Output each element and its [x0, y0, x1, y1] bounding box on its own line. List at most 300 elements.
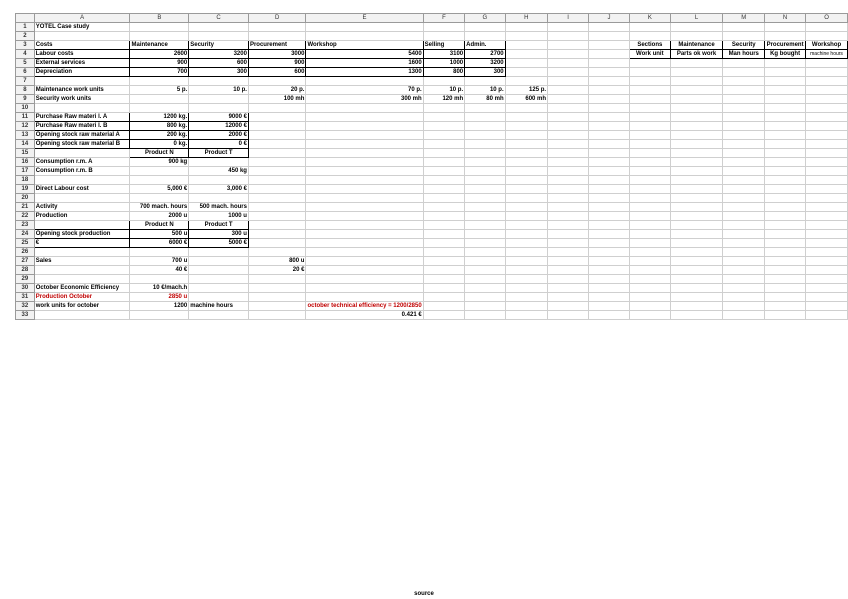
- row-number[interactable]: 24: [16, 230, 35, 239]
- row-number[interactable]: 29: [16, 275, 35, 284]
- cell-n13[interactable]: [765, 131, 806, 140]
- cell-m31[interactable]: [723, 293, 765, 302]
- cell-e27[interactable]: [306, 257, 423, 266]
- row-number[interactable]: 9: [16, 95, 35, 104]
- cell-h12[interactable]: [505, 122, 547, 131]
- cell-d1[interactable]: [248, 23, 305, 32]
- cell-g7[interactable]: [465, 77, 505, 86]
- row-number[interactable]: 31: [16, 293, 35, 302]
- cell-j2[interactable]: [589, 32, 630, 41]
- cell-m11[interactable]: [723, 113, 765, 122]
- row-number[interactable]: 15: [16, 149, 35, 158]
- cell-e22[interactable]: [306, 212, 423, 221]
- cell-i8[interactable]: [548, 86, 589, 95]
- cell-a18[interactable]: [34, 176, 130, 185]
- cell-c17[interactable]: 450 kg: [189, 167, 249, 176]
- row-number[interactable]: 8: [16, 86, 35, 95]
- column-header-k[interactable]: K: [629, 14, 670, 23]
- cell-n19[interactable]: [765, 185, 806, 194]
- cell-l6[interactable]: [670, 68, 723, 77]
- cell-a33[interactable]: [34, 311, 130, 320]
- cell-k5[interactable]: [629, 59, 670, 68]
- cell-i25[interactable]: [548, 239, 589, 248]
- cell-b31[interactable]: 2850 u: [130, 293, 189, 302]
- cell-g10[interactable]: [465, 104, 505, 113]
- cell-m4[interactable]: Man hours: [723, 50, 765, 59]
- cell-j21[interactable]: [589, 203, 630, 212]
- cell-e8[interactable]: 70 p.: [306, 86, 423, 95]
- cell-k4[interactable]: Work unit: [629, 50, 670, 59]
- cell-n9[interactable]: [765, 95, 806, 104]
- cell-a32[interactable]: work units for october: [34, 302, 130, 311]
- cell-d32[interactable]: [248, 302, 305, 311]
- cell-b27[interactable]: 700 u: [130, 257, 189, 266]
- cell-n33[interactable]: [765, 311, 806, 320]
- cell-m18[interactable]: [723, 176, 765, 185]
- cell-d21[interactable]: [248, 203, 305, 212]
- cell-o31[interactable]: [806, 293, 848, 302]
- cell-j23[interactable]: [589, 221, 630, 230]
- cell-e18[interactable]: [306, 176, 423, 185]
- cell-i16[interactable]: [548, 158, 589, 167]
- cell-c1[interactable]: [189, 23, 249, 32]
- cell-e6[interactable]: 1300: [306, 68, 423, 77]
- row-number[interactable]: 2: [16, 32, 35, 41]
- cell-b26[interactable]: [130, 248, 189, 257]
- cell-n22[interactable]: [765, 212, 806, 221]
- cell-m2[interactable]: [723, 32, 765, 41]
- cell-m26[interactable]: [723, 248, 765, 257]
- cell-b25[interactable]: 6000 €: [130, 239, 189, 248]
- cell-f30[interactable]: [423, 284, 464, 293]
- cell-d25[interactable]: [248, 239, 305, 248]
- cell-k11[interactable]: [629, 113, 670, 122]
- cell-c26[interactable]: [189, 248, 249, 257]
- cell-f21[interactable]: [423, 203, 464, 212]
- cell-f31[interactable]: [423, 293, 464, 302]
- cell-k9[interactable]: [629, 95, 670, 104]
- cell-k32[interactable]: [629, 302, 670, 311]
- cell-h32[interactable]: [505, 302, 547, 311]
- cell-n31[interactable]: [765, 293, 806, 302]
- cell-b21[interactable]: 700 mach. hours: [130, 203, 189, 212]
- cell-e2[interactable]: [306, 32, 423, 41]
- cell-l20[interactable]: [670, 194, 723, 203]
- cell-g2[interactable]: [465, 32, 505, 41]
- cell-k31[interactable]: [629, 293, 670, 302]
- cell-e3[interactable]: Workshop: [306, 41, 423, 50]
- cell-i6[interactable]: [548, 68, 589, 77]
- cell-c20[interactable]: [189, 194, 249, 203]
- cell-e19[interactable]: [306, 185, 423, 194]
- cell-h28[interactable]: [505, 266, 547, 275]
- cell-n28[interactable]: [765, 266, 806, 275]
- cell-h1[interactable]: [505, 23, 547, 32]
- row-number[interactable]: 6: [16, 68, 35, 77]
- column-header-h[interactable]: H: [505, 14, 547, 23]
- cell-o20[interactable]: [806, 194, 848, 203]
- cell-f24[interactable]: [423, 230, 464, 239]
- cell-a23[interactable]: [34, 221, 130, 230]
- cell-o21[interactable]: [806, 203, 848, 212]
- cell-d15[interactable]: [248, 149, 305, 158]
- cell-n17[interactable]: [765, 167, 806, 176]
- cell-i5[interactable]: [548, 59, 589, 68]
- cell-e10[interactable]: [306, 104, 423, 113]
- cell-d24[interactable]: [248, 230, 305, 239]
- cell-l31[interactable]: [670, 293, 723, 302]
- cell-e14[interactable]: [306, 140, 423, 149]
- cell-g6[interactable]: 300: [465, 68, 505, 77]
- cell-c21[interactable]: 500 mach. hours: [189, 203, 249, 212]
- cell-m16[interactable]: [723, 158, 765, 167]
- cell-l15[interactable]: [670, 149, 723, 158]
- cell-g4[interactable]: 2700: [465, 50, 505, 59]
- cell-m7[interactable]: [723, 77, 765, 86]
- cell-h33[interactable]: [505, 311, 547, 320]
- cell-a8[interactable]: Maintenance work units: [34, 86, 130, 95]
- cell-c19[interactable]: 3,000 €: [189, 185, 249, 194]
- cell-h20[interactable]: [505, 194, 547, 203]
- cell-l17[interactable]: [670, 167, 723, 176]
- cell-m28[interactable]: [723, 266, 765, 275]
- cell-n8[interactable]: [765, 86, 806, 95]
- cell-d3[interactable]: Procurement: [248, 41, 305, 50]
- cell-f4[interactable]: 3100: [423, 50, 464, 59]
- cell-a12[interactable]: Purchase Raw materi l. B: [34, 122, 130, 131]
- cell-m5[interactable]: [723, 59, 765, 68]
- cell-k1[interactable]: [629, 23, 670, 32]
- cell-a5[interactable]: External services: [34, 59, 130, 68]
- cell-k2[interactable]: [629, 32, 670, 41]
- cell-l3[interactable]: Maintenance: [670, 41, 723, 50]
- cell-n23[interactable]: [765, 221, 806, 230]
- cell-g28[interactable]: [465, 266, 505, 275]
- cell-j28[interactable]: [589, 266, 630, 275]
- row-number[interactable]: 27: [16, 257, 35, 266]
- cell-h29[interactable]: [505, 275, 547, 284]
- cell-m25[interactable]: [723, 239, 765, 248]
- cell-d12[interactable]: [248, 122, 305, 131]
- cell-m13[interactable]: [723, 131, 765, 140]
- cell-b7[interactable]: [130, 77, 189, 86]
- cell-k20[interactable]: [629, 194, 670, 203]
- cell-n18[interactable]: [765, 176, 806, 185]
- cell-d14[interactable]: [248, 140, 305, 149]
- row-number[interactable]: 1: [16, 23, 35, 32]
- cell-a30[interactable]: October Economic Efficiency: [34, 284, 130, 293]
- cell-m12[interactable]: [723, 122, 765, 131]
- cell-l1[interactable]: [670, 23, 723, 32]
- cell-h3[interactable]: [505, 41, 547, 50]
- cell-g19[interactable]: [465, 185, 505, 194]
- cell-n12[interactable]: [765, 122, 806, 131]
- cell-h23[interactable]: [505, 221, 547, 230]
- cell-b24[interactable]: 500 u: [130, 230, 189, 239]
- cell-d28[interactable]: 20 €: [248, 266, 305, 275]
- cell-c4[interactable]: 3200: [189, 50, 249, 59]
- column-header-c[interactable]: C: [189, 14, 249, 23]
- cell-f26[interactable]: [423, 248, 464, 257]
- cell-j31[interactable]: [589, 293, 630, 302]
- cell-b14[interactable]: 0 kg.: [130, 140, 189, 149]
- cell-e16[interactable]: [306, 158, 423, 167]
- cell-j27[interactable]: [589, 257, 630, 266]
- cell-c29[interactable]: [189, 275, 249, 284]
- cell-f1[interactable]: [423, 23, 464, 32]
- cell-i22[interactable]: [548, 212, 589, 221]
- cell-l25[interactable]: [670, 239, 723, 248]
- cell-a7[interactable]: [34, 77, 130, 86]
- cell-f18[interactable]: [423, 176, 464, 185]
- cell-d2[interactable]: [248, 32, 305, 41]
- cell-f17[interactable]: [423, 167, 464, 176]
- cell-d33[interactable]: [248, 311, 305, 320]
- cell-f6[interactable]: 800: [423, 68, 464, 77]
- cell-l24[interactable]: [670, 230, 723, 239]
- cell-k6[interactable]: [629, 68, 670, 77]
- cell-m6[interactable]: [723, 68, 765, 77]
- cell-d18[interactable]: [248, 176, 305, 185]
- cell-j6[interactable]: [589, 68, 630, 77]
- cell-k21[interactable]: [629, 203, 670, 212]
- cell-h25[interactable]: [505, 239, 547, 248]
- cell-l29[interactable]: [670, 275, 723, 284]
- cell-e4[interactable]: 5400: [306, 50, 423, 59]
- cell-c15[interactable]: Product T: [189, 149, 249, 158]
- cell-g8[interactable]: 10 p.: [465, 86, 505, 95]
- cell-f8[interactable]: 10 p.: [423, 86, 464, 95]
- cell-d20[interactable]: [248, 194, 305, 203]
- cell-d19[interactable]: [248, 185, 305, 194]
- cell-c9[interactable]: [189, 95, 249, 104]
- cell-a2[interactable]: [34, 32, 130, 41]
- cell-g30[interactable]: [465, 284, 505, 293]
- cell-o22[interactable]: [806, 212, 848, 221]
- cell-i2[interactable]: [548, 32, 589, 41]
- cell-c28[interactable]: [189, 266, 249, 275]
- cell-f19[interactable]: [423, 185, 464, 194]
- cell-b2[interactable]: [130, 32, 189, 41]
- cell-h21[interactable]: [505, 203, 547, 212]
- cell-j16[interactable]: [589, 158, 630, 167]
- cell-c31[interactable]: [189, 293, 249, 302]
- cell-a13[interactable]: Opening stock raw material A: [34, 131, 130, 140]
- cell-j12[interactable]: [589, 122, 630, 131]
- cell-n6[interactable]: [765, 68, 806, 77]
- cell-f2[interactable]: [423, 32, 464, 41]
- cell-m10[interactable]: [723, 104, 765, 113]
- cell-n30[interactable]: [765, 284, 806, 293]
- cell-o1[interactable]: [806, 23, 848, 32]
- cell-h5[interactable]: [505, 59, 547, 68]
- cell-c5[interactable]: 600: [189, 59, 249, 68]
- cell-n3[interactable]: Procurement: [766, 42, 804, 48]
- cell-g9[interactable]: 80 mh: [465, 95, 505, 104]
- column-header-j[interactable]: J: [589, 14, 630, 23]
- cell-d27[interactable]: 800 u: [248, 257, 305, 266]
- cell-m1[interactable]: [723, 23, 765, 32]
- select-all-corner[interactable]: [16, 14, 35, 23]
- cell-a27[interactable]: Sales: [34, 257, 130, 266]
- cell-h19[interactable]: [505, 185, 547, 194]
- cell-o7[interactable]: [806, 77, 848, 86]
- cell-b33[interactable]: [130, 311, 189, 320]
- cell-g11[interactable]: [465, 113, 505, 122]
- cell-n29[interactable]: [765, 275, 806, 284]
- cell-g33[interactable]: [465, 311, 505, 320]
- column-header-m[interactable]: M: [723, 14, 765, 23]
- row-number[interactable]: 28: [16, 266, 35, 275]
- cell-e26[interactable]: [306, 248, 423, 257]
- cell-k30[interactable]: [629, 284, 670, 293]
- cell-d17[interactable]: [248, 167, 305, 176]
- cell-o18[interactable]: [806, 176, 848, 185]
- cell-m32[interactable]: [723, 302, 765, 311]
- row-number[interactable]: 7: [16, 77, 35, 86]
- cell-h16[interactable]: [505, 158, 547, 167]
- cell-o24[interactable]: [806, 230, 848, 239]
- cell-j33[interactable]: [589, 311, 630, 320]
- cell-k22[interactable]: [629, 212, 670, 221]
- cell-j9[interactable]: [589, 95, 630, 104]
- cell-i4[interactable]: [548, 50, 589, 59]
- cell-d8[interactable]: 20 p.: [248, 86, 305, 95]
- cell-i29[interactable]: [548, 275, 589, 284]
- cell-h6[interactable]: [505, 68, 547, 77]
- cell-c10[interactable]: [189, 104, 249, 113]
- cell-j4[interactable]: [589, 50, 630, 59]
- cell-k14[interactable]: [629, 140, 670, 149]
- cell-b8[interactable]: 5 p.: [130, 86, 189, 95]
- cell-l11[interactable]: [670, 113, 723, 122]
- cell-b15[interactable]: Product N: [130, 149, 189, 158]
- cell-g29[interactable]: [465, 275, 505, 284]
- cell-o14[interactable]: [806, 140, 848, 149]
- cell-k18[interactable]: [629, 176, 670, 185]
- cell-g18[interactable]: [465, 176, 505, 185]
- cell-g3[interactable]: Admin.: [465, 41, 505, 50]
- cell-c3[interactable]: Security: [189, 41, 249, 50]
- cell-o27[interactable]: [806, 257, 848, 266]
- cell-a26[interactable]: [34, 248, 130, 257]
- cell-o13[interactable]: [806, 131, 848, 140]
- cell-g15[interactable]: [465, 149, 505, 158]
- cell-n15[interactable]: [765, 149, 806, 158]
- cell-i10[interactable]: [548, 104, 589, 113]
- cell-d31[interactable]: [248, 293, 305, 302]
- cell-l30[interactable]: [670, 284, 723, 293]
- cell-k33[interactable]: [629, 311, 670, 320]
- cell-g27[interactable]: [465, 257, 505, 266]
- row-number[interactable]: 23: [16, 221, 35, 230]
- cell-i28[interactable]: [548, 266, 589, 275]
- cell-g21[interactable]: [465, 203, 505, 212]
- column-header-d[interactable]: D: [248, 14, 305, 23]
- cell-o16[interactable]: [806, 158, 848, 167]
- row-number[interactable]: 17: [16, 167, 35, 176]
- cell-b29[interactable]: [130, 275, 189, 284]
- cell-l13[interactable]: [670, 131, 723, 140]
- cell-h24[interactable]: [505, 230, 547, 239]
- cell-g14[interactable]: [465, 140, 505, 149]
- cell-n4[interactable]: Kg bought: [765, 50, 806, 59]
- cell-m21[interactable]: [723, 203, 765, 212]
- cell-d23[interactable]: [248, 221, 305, 230]
- row-number[interactable]: 10: [16, 104, 35, 113]
- cell-n32[interactable]: [765, 302, 806, 311]
- cell-l32[interactable]: [670, 302, 723, 311]
- cell-m23[interactable]: [723, 221, 765, 230]
- cell-n7[interactable]: [765, 77, 806, 86]
- cell-b18[interactable]: [130, 176, 189, 185]
- column-header-a[interactable]: A: [34, 14, 130, 23]
- cell-f16[interactable]: [423, 158, 464, 167]
- cell-b20[interactable]: [130, 194, 189, 203]
- cell-f12[interactable]: [423, 122, 464, 131]
- cell-k10[interactable]: [629, 104, 670, 113]
- cell-c23[interactable]: Product T: [189, 221, 249, 230]
- cell-e20[interactable]: [306, 194, 423, 203]
- cell-g16[interactable]: [465, 158, 505, 167]
- cell-j5[interactable]: [589, 59, 630, 68]
- cell-f14[interactable]: [423, 140, 464, 149]
- cell-m19[interactable]: [723, 185, 765, 194]
- cell-l26[interactable]: [670, 248, 723, 257]
- cell-j14[interactable]: [589, 140, 630, 149]
- column-header-f[interactable]: F: [423, 14, 464, 23]
- cell-l2[interactable]: [670, 32, 723, 41]
- cell-k23[interactable]: [629, 221, 670, 230]
- cell-h14[interactable]: [505, 140, 547, 149]
- cell-l4[interactable]: Parts ok work: [670, 50, 723, 59]
- cell-i21[interactable]: [548, 203, 589, 212]
- cell-g24[interactable]: [465, 230, 505, 239]
- cell-e5[interactable]: 1600: [306, 59, 423, 68]
- row-number[interactable]: 3: [16, 41, 35, 50]
- cell-e21[interactable]: [306, 203, 423, 212]
- cell-n21[interactable]: [765, 203, 806, 212]
- cell-g22[interactable]: [465, 212, 505, 221]
- row-number[interactable]: 25: [16, 239, 35, 248]
- row-number[interactable]: 30: [16, 284, 35, 293]
- cell-f29[interactable]: [423, 275, 464, 284]
- cell-j11[interactable]: [589, 113, 630, 122]
- cell-a1[interactable]: YOTEL Case study: [34, 23, 130, 32]
- cell-l10[interactable]: [670, 104, 723, 113]
- cell-o32[interactable]: [806, 302, 848, 311]
- cell-e31[interactable]: [306, 293, 423, 302]
- cell-n27[interactable]: [765, 257, 806, 266]
- cell-o29[interactable]: [806, 275, 848, 284]
- cell-e23[interactable]: [306, 221, 423, 230]
- cell-c11[interactable]: 9000 €: [189, 113, 249, 122]
- cell-n11[interactable]: [765, 113, 806, 122]
- cell-m22[interactable]: [723, 212, 765, 221]
- cell-b3[interactable]: Maintenance: [130, 41, 189, 50]
- cell-a16[interactable]: Consumption r.m. A: [34, 158, 130, 167]
- cell-g1[interactable]: [465, 23, 505, 32]
- cell-b23[interactable]: Product N: [130, 221, 189, 230]
- cell-c12[interactable]: 12000 €: [189, 122, 249, 131]
- cell-l14[interactable]: [670, 140, 723, 149]
- cell-j13[interactable]: [589, 131, 630, 140]
- cell-e28[interactable]: [306, 266, 423, 275]
- row-number[interactable]: 21: [16, 203, 35, 212]
- cell-l33[interactable]: [670, 311, 723, 320]
- cell-h15[interactable]: [505, 149, 547, 158]
- cell-h26[interactable]: [505, 248, 547, 257]
